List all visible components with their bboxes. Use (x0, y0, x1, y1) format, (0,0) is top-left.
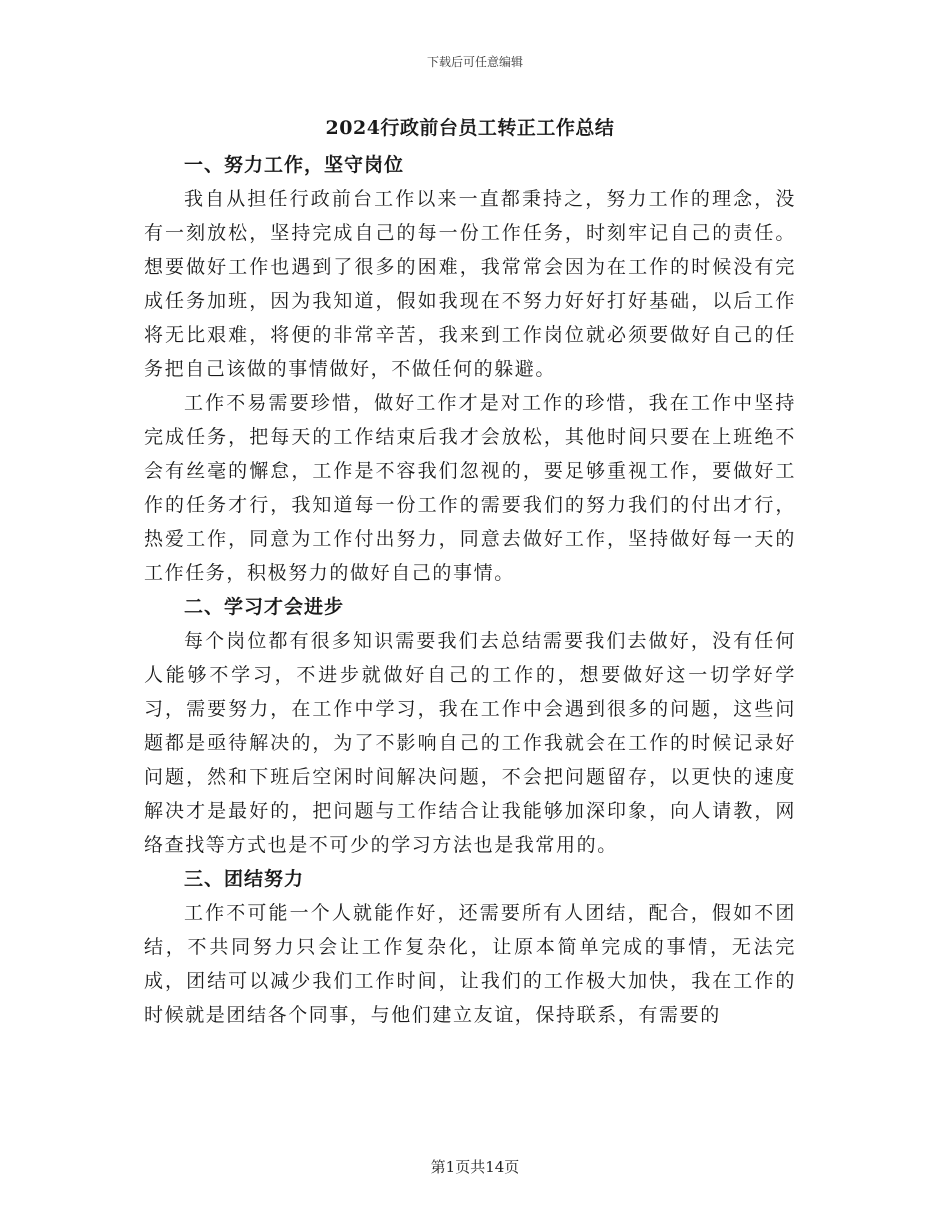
section-2 (144, 590, 796, 862)
header-note: 下载后可任意编辑 (426, 55, 523, 69)
paragraph: 每个岗位都有很多知识需要我们去总结需要我们去做好，没有任何人能够不学习，不进步就做好自己的工作的，想要做好这一切学好学习，需要努力，在工作中学习，我在工作中会遇到很多的问题，这些问题都是亟待解决的，为了不影响自己的工作我就会在工作的时候记录好问题，然和下班后空闲时间解决问题，不会把问题留存，以更快的速度解决才是最好的，把问题与工作结合让我能够加深印象，向人请教，网络查找等方式也是不可少的学习方法也是我常用的。 (144, 630, 796, 856)
paragraph: 工作不易需要珍惜，做好工作才是对工作的珍惜，我在工作中坚持完成任务，把每天的工作结束后我才会放松，其他时间只要在上班绝不会有丝毫的懈怠，工作是不容我们忽视的，要足够重视工作，要做好工作的任务才行，我知道每一份工作的需要我们的努力我们的付出才行，热爱工作，同意为工作付出努力，同意去做好工作，坚持做好每一天的工作任务，积极努力的做好自己的事情。 (144, 392, 796, 584)
paragraph: 我自从担任行政前台工作以来一直都秉持之，努力工作的理念，没有一刻放松，坚持完成自己的每一份工作任务，时刻牢记自己的责任。想要做好工作也遇到了很多的困难，我常常会因为在工作的时候没有完成任务加班，因为我知道，假如我现在不努力好好打好基础，以后工作将无比艰难，将便的非常辛苦，我来到工作岗位就必须要做好自己的任务把自己该做的事情做好，不做任何的躲避。 (144, 188, 796, 380)
page-number-footer: 第1页共14页 (430, 1158, 520, 1176)
section-heading: 三、团结努力 (184, 868, 305, 890)
section-heading: 一、努力工作，坚守岗位 (184, 154, 405, 176)
document-title: 2024行政前台员工转正工作总结 (325, 117, 615, 139)
document-body (144, 108, 796, 1032)
section-1 (144, 148, 796, 590)
section-3 (144, 862, 796, 1032)
section-heading: 二、学习才会进步 (184, 596, 345, 618)
paragraph: 工作不可能一个人就能作好，还需要所有人团结，配合，假如不团结，不共同努力只会让工作复杂化，让原本简单完成的事情，无法完成，团结可以减少我们工作时间，让我们的工作极大加快，我在工作的时候就是团结各个同事，与他们建立友谊，保持联系，有需要的 (144, 902, 796, 1026)
